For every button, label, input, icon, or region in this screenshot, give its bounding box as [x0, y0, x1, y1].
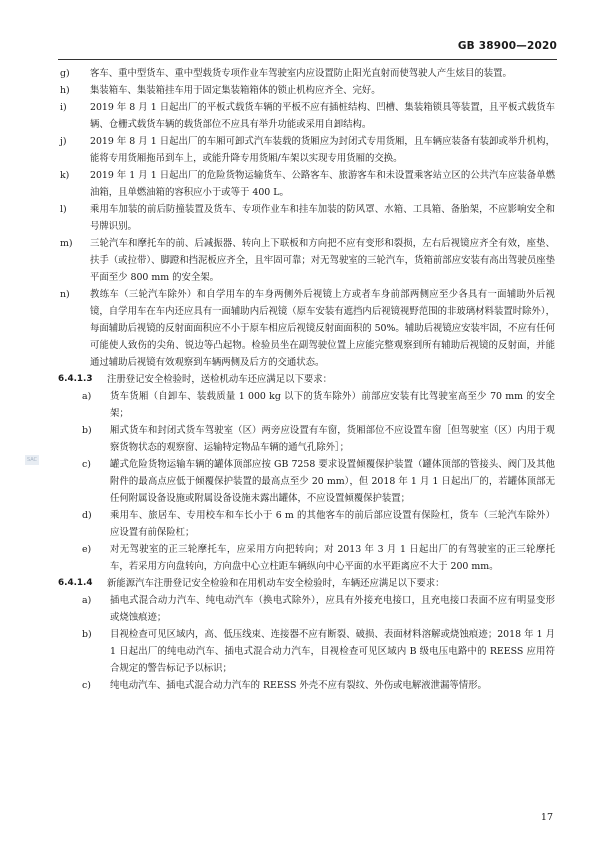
item-text: 客车、重中型货车、重中型载货专项作业车驾驶室内应设置防止阳光直射而使驾驶人产生炫目的装置。 [90, 68, 512, 79]
item-label: i) [60, 102, 67, 113]
item-label: a) [82, 595, 92, 606]
list-item [58, 201, 555, 235]
item-text: 插电式混合动力汽车、纯电动汽车（换电式除外），应具有外接充电接口，且充电接口表面不应有明显变形或烧蚀痕迹； [110, 595, 555, 623]
list-item [58, 286, 555, 371]
item-text: 三轮汽车和摩托车的前、后减振器、转向上下联板和方向把不应有变形和裂损，左右后视镜应齐全有效，座垫、扶手（或拉带）、脚蹬和挡泥板应齐全，且牢固可靠；对无驾驶室的三轮汽车，货箱前部应安装有高出驾驶员座垫平面至少 800 mm 的安全架。 [90, 238, 555, 283]
item-text: 乘用车、旅居车、专用校车和车长小于 6 m 的其他客车的前后部应设置有保险杠，货车（三轮汽车除外）应设置有前保险杠； [110, 510, 555, 538]
list-item [80, 507, 555, 541]
item-text: 目视检查可见区域内，高、低压线束、连接器不应有断裂、破损、表面材料溶解或烧蚀痕迹；2018 年 1 月 1 日起出厂的纯电动汽车、插电式混合动力汽车，目视检查可见区域内 B 级电压电路中的 REESS 应用符合规定的警告标记予以标识； [110, 629, 555, 674]
item-text: 货车货厢（自卸车、装载质量 1 000 kg 以下的货车除外）前部应安装有比驾驶室高至少 70 mm 的安全架； [110, 391, 555, 419]
document-body [58, 65, 555, 694]
standard-code: GB 38900—2020 [457, 40, 557, 52]
item-text: 2019 年 8 月 1 日起出厂的车厢可卸式汽车装载的货厢应为封闭式专用货厢，且车辆应装备有装卸或举升机构，能将专用货厢拖吊到车上，或能升降专用货厢/车架以实现专用货厢的交换。 [90, 136, 555, 164]
list-item [80, 592, 555, 626]
item-text: 罐式危险货物运输车辆的罐体顶部应按 GB 7258 要求设置倾覆保护装置（罐体顶部的管接头、阀门及其他附件的最高点应低于倾覆保护装置的最高点至少 20 mm），但 2018 年 1 月 1 日起出厂的，若罐体顶部无任何附属设备设施或附属设备设施未露出罐体，不应设置倾覆保护装置； [110, 459, 555, 504]
list-item [80, 388, 555, 422]
item-text: 对无驾驶室的正三轮摩托车，应采用方向把转向；对 2013 年 3 月 1 日起出厂的有驾驶室的正三轮摩托车，若采用方向盘转向，方向盘中心立柱距车辆纵向中心平面的水平距离应不大于 200 mm。 [110, 544, 555, 572]
list-item [58, 167, 555, 201]
item-label: a) [82, 391, 92, 402]
section-text: 新能源汽车注册登记安全检验和在用机动车安全检验时，车辆还应满足以下要求： [107, 578, 445, 589]
section-heading [58, 371, 555, 388]
item-label: j) [60, 136, 67, 147]
list-item [80, 541, 555, 575]
item-text: 2019 年 1 月 1 日起出厂的危险货物运输货车、公路客车、旅游客车和未设置乘客站立区的公共汽车应装备单燃油箱，且单燃油箱的容积应小于或等于 400 L。 [90, 170, 555, 198]
list-item [58, 82, 555, 99]
section-heading [58, 575, 555, 592]
item-label: d) [82, 510, 92, 521]
item-text: 厢式货车和封闭式货车驾驶室（区）两旁应设置有车窗，货厢部位不应设置车窗［但驾驶室（区）内用于观察货物状态的观察窗、运输特定物品车辆的通气孔除外］； [110, 425, 555, 453]
item-label: e) [82, 544, 92, 555]
side-watermark: SAC [26, 457, 38, 463]
list-item [80, 626, 555, 677]
list-item [58, 133, 555, 167]
item-label: n) [60, 289, 70, 300]
list-item [80, 456, 555, 507]
item-label: l) [60, 204, 67, 215]
item-label: k) [60, 170, 70, 181]
page-number: 17 [540, 812, 553, 823]
item-label: g) [60, 68, 70, 79]
item-text: 乘用车加装的前后防撞装置及货车、专项作业车和挂车加装的防风罩、水箱、工具箱、备胎架，不应影响安全和号牌识别。 [90, 204, 555, 232]
section-text: 注册登记安全检验时，送检机动车还应满足以下要求： [107, 374, 333, 385]
item-label: m) [60, 238, 73, 249]
list-item [58, 235, 555, 286]
section-number: 6.4.1.4 [58, 578, 93, 588]
section-number: 6.4.1.3 [58, 374, 93, 384]
item-text: 教练车（三轮汽车除外）和自学用车的车身两侧外后视镜上方或者车身前部两侧应至少各具有一面辅助外后视镜，自学用车在车内还应具有一面辅助内后视镜（原车安装有遮挡内后视镜视野范围的非玻璃材料装置时除外），每面辅助后视镜的反射面面积应不小于原车相应后视镜反射面面积的 50%。辅助后视镜应安装牢固，不应有任何可能使人致伤的尖角、锐边等凸起物。检验员坐在副驾驶位置上应能完整观察到所有辅助后视镜的反射面，并能通过辅助后视镜有效观察到车辆两侧及后方的交通状态。 [90, 289, 555, 368]
item-label: c) [82, 459, 91, 470]
list-item [58, 99, 555, 133]
list-item [58, 65, 555, 82]
list-item [80, 422, 555, 456]
item-text: 2019 年 8 月 1 日起出厂的平板式载货车辆的平板不应有插桩结构、凹槽、集装箱锁具等装置，且平板式载货车辆、仓栅式载货车辆的载货部位不应具有举升功能或采用自卸结构。 [90, 102, 555, 130]
item-label: h) [60, 85, 70, 96]
header-rule [58, 59, 557, 60]
item-text: 纯电动汽车、插电式混合动力汽车的 REESS 外壳不应有裂纹、外伤或电解液泄漏等情形。 [110, 680, 487, 691]
item-text: 集装箱车、集装箱挂车用于固定集装箱箱体的锁止机构应齐全、完好。 [90, 85, 381, 96]
item-label: b) [82, 425, 92, 436]
list-item [80, 677, 555, 694]
item-label: b) [82, 629, 92, 640]
item-label: c) [82, 680, 91, 691]
